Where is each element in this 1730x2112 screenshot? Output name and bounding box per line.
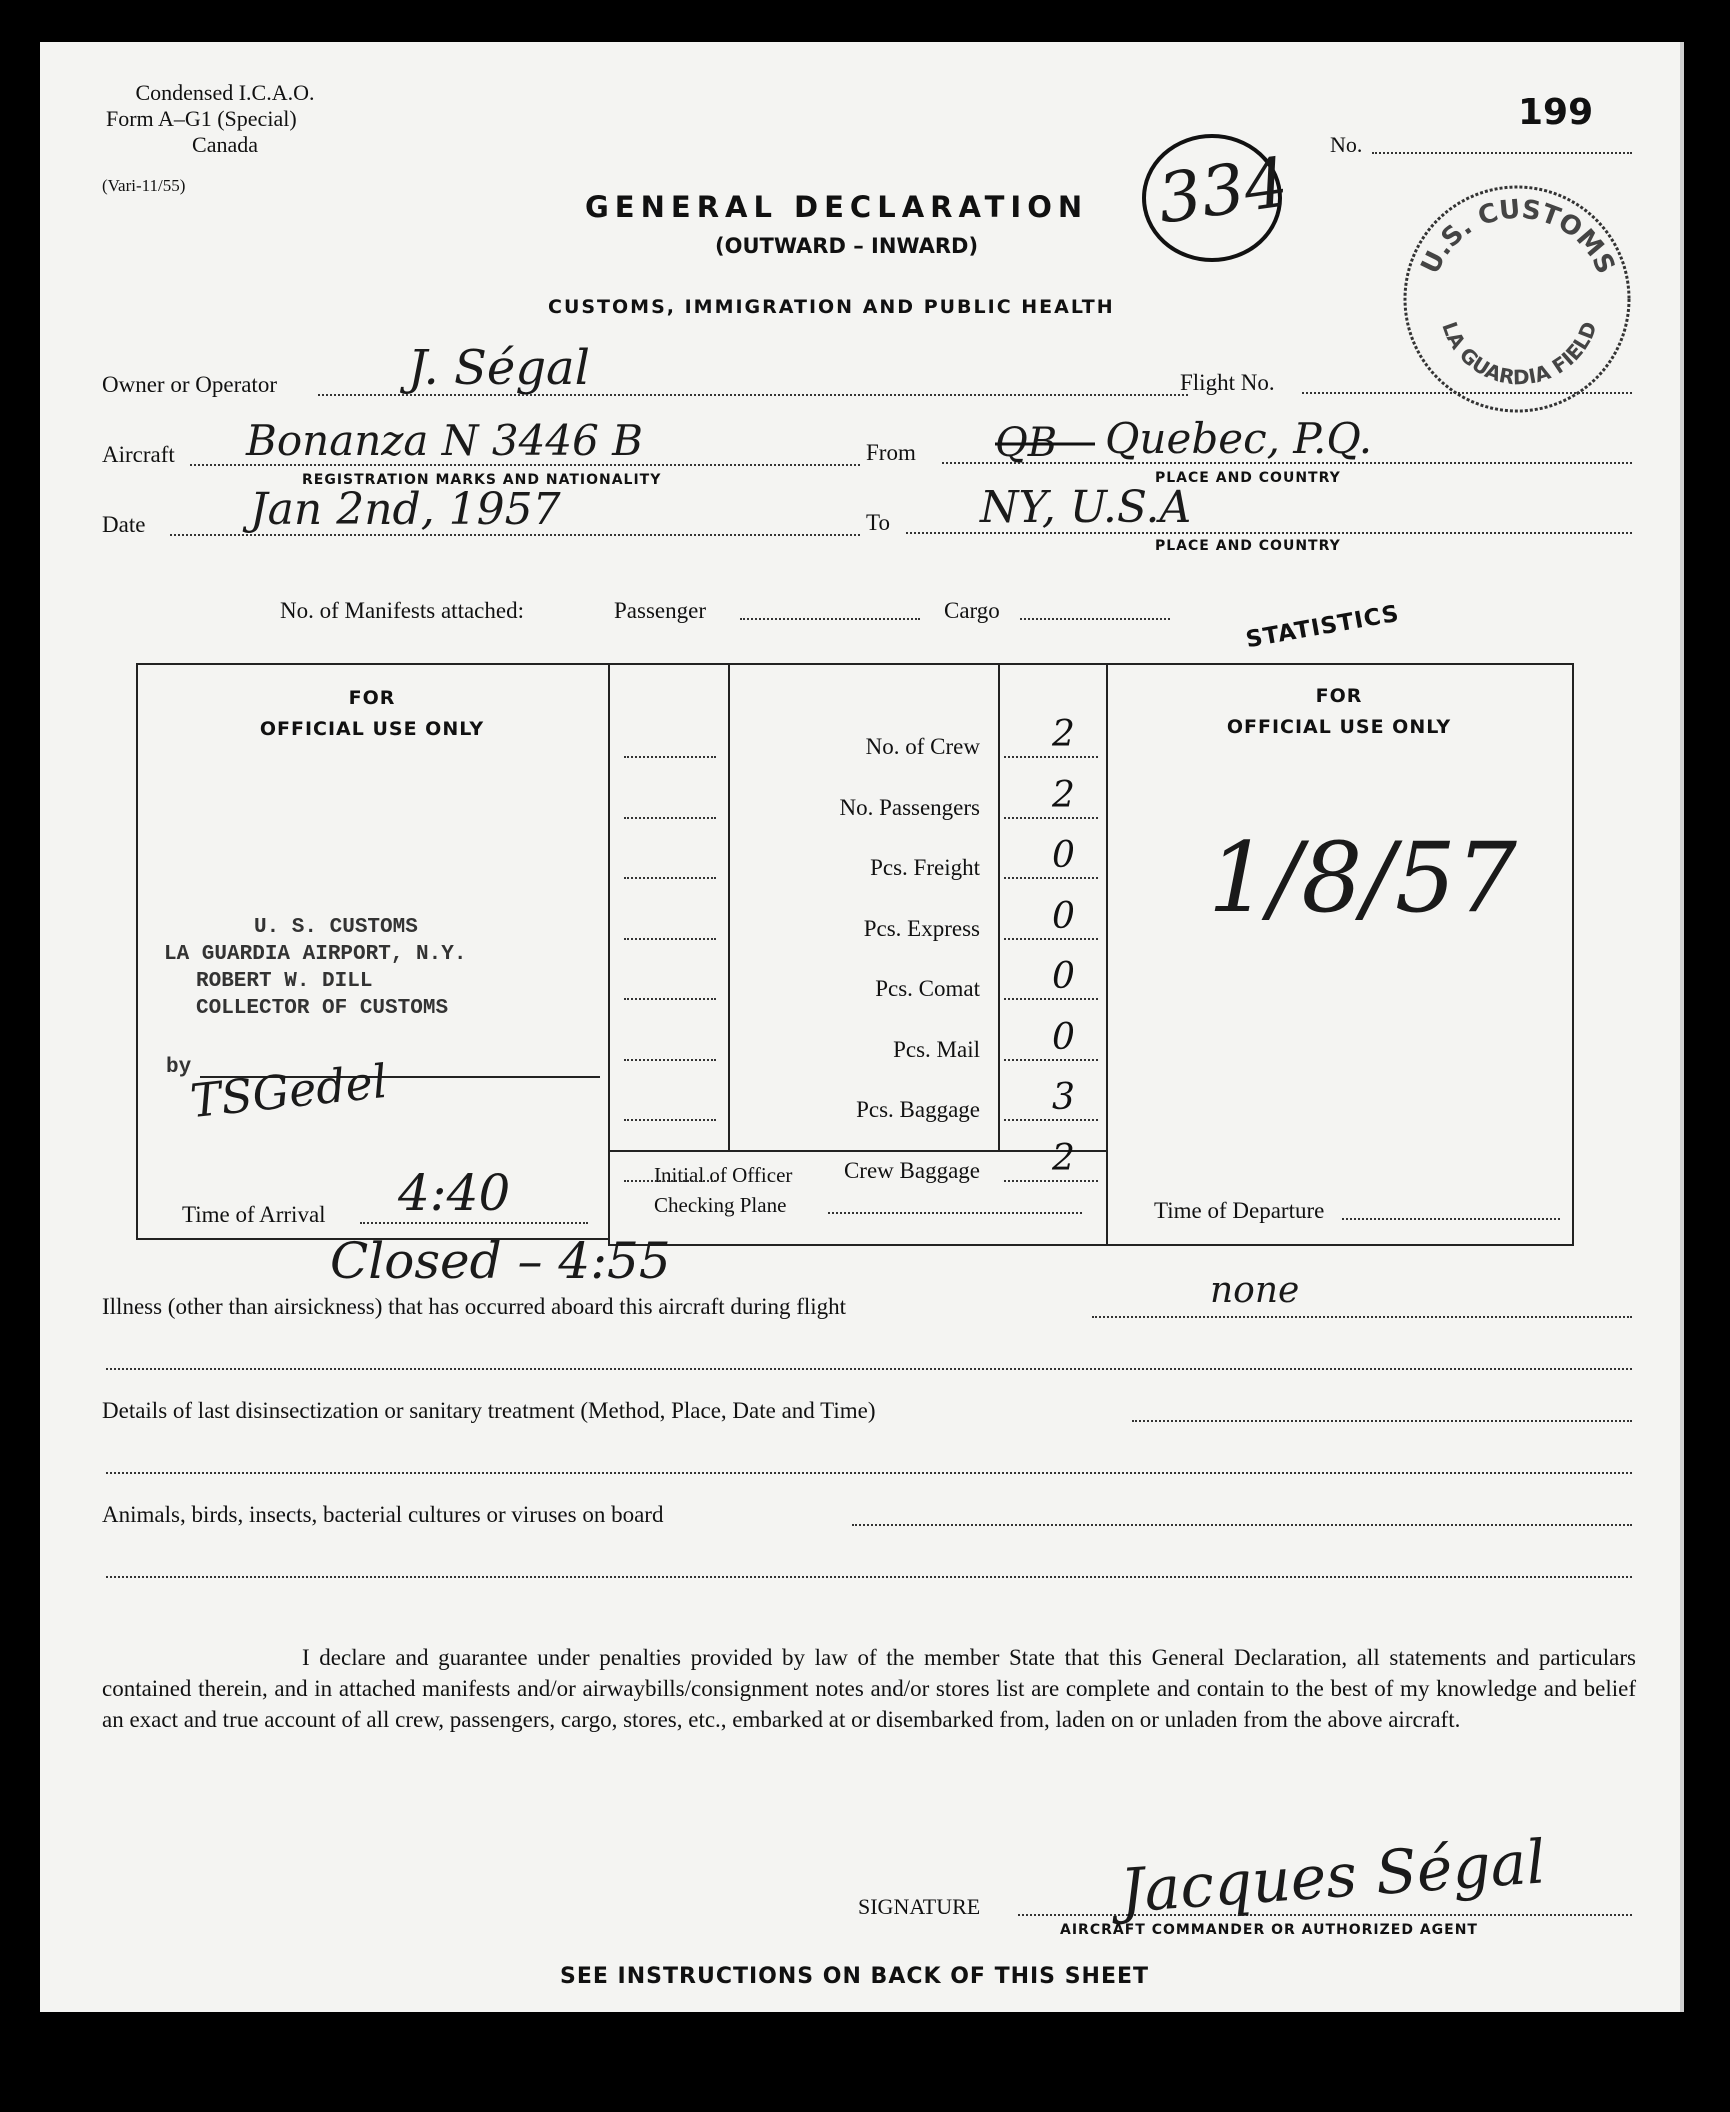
customs-stamp-text <box>164 914 466 1022</box>
box-bottom-right <box>608 1244 1574 1246</box>
count-row-dots <box>624 1180 716 1182</box>
animals-label: Animals, birds, insects, bacterial cultures or viruses on board <box>102 1502 664 1527</box>
form-header-line2: Form A–G1 (Special) <box>106 106 297 131</box>
signature-label: SIGNATURE <box>858 1894 981 1919</box>
box-officer-top <box>608 1150 1108 1152</box>
count-row-value: 0 <box>1052 956 1075 997</box>
from-value: Quebec, P.Q. <box>1105 414 1373 463</box>
form-header <box>100 80 350 158</box>
from-label: From <box>866 440 916 465</box>
count-row-dots <box>624 998 716 1000</box>
officer-label-line1: Initial of Officer <box>654 1163 793 1187</box>
flight-label: Flight No. <box>1180 370 1275 395</box>
official-right-line1: FOR <box>1315 685 1363 707</box>
passenger-label: Passenger <box>614 598 706 623</box>
to-label: To <box>866 510 890 535</box>
footer-note: SEE INSTRUCTIONS ON BACK OF THIS SHEET <box>560 1964 1150 1989</box>
official-right-date: 1/8/57 <box>1208 822 1517 934</box>
count-row-label: Pcs. Comat <box>875 976 980 1001</box>
count-row-dots <box>624 938 716 940</box>
count-row-value-dots <box>1004 877 1098 879</box>
illness-line-2 <box>106 1368 1632 1370</box>
form-subtitle: (OUTWARD – INWARD) <box>715 234 979 258</box>
owner-label: Owner or Operator <box>102 372 277 397</box>
by-signature: TSGedel <box>187 1053 390 1129</box>
box-divider-3 <box>998 663 1000 1151</box>
count-row-label: Pcs. Freight <box>870 855 980 880</box>
customs-round-stamp-top: U.S. CUSTOMS <box>1415 194 1621 279</box>
officer-line <box>828 1212 1082 1214</box>
box-divider-4 <box>1106 663 1108 1245</box>
flight-line <box>1302 392 1632 394</box>
cargo-line <box>1020 618 1170 620</box>
to-caption: PLACE AND COUNTRY <box>1155 538 1341 554</box>
count-row-label: Pcs. Baggage <box>856 1097 980 1122</box>
date-label: Date <box>102 512 146 537</box>
to-value: NY, U.S.A <box>980 482 1192 533</box>
disinsect-line-2 <box>106 1472 1632 1474</box>
arrival-value: 4:40 <box>398 1164 511 1222</box>
closed-note: Closed – 4:55 <box>330 1232 671 1290</box>
count-row-value-dots <box>1004 938 1098 940</box>
count-row-value-dots <box>1004 998 1098 1000</box>
box-top <box>136 663 1574 665</box>
illness-line <box>1092 1316 1632 1318</box>
count-row-dots <box>624 877 716 879</box>
officer-label-line2: Checking Plane <box>654 1193 787 1217</box>
form-revision: (Vari-11/55) <box>102 176 186 195</box>
count-row-dots <box>624 756 716 758</box>
manifests-label: No. of Manifests attached: <box>280 598 524 623</box>
departure-line <box>1342 1218 1560 1220</box>
illness-value: none <box>1210 1270 1300 1311</box>
date-value: Jan 2nd, 1957 <box>250 484 561 535</box>
statistics-stamp: STATISTICS <box>1243 600 1402 654</box>
from-caption: PLACE AND COUNTRY <box>1155 470 1341 486</box>
count-row-value: 3 <box>1052 1077 1075 1118</box>
box-divider-2 <box>728 663 730 1151</box>
declaration-sheet <box>40 42 1684 2012</box>
form-heading: CUSTOMS, IMMIGRATION AND PUBLIC HEALTH <box>548 296 1115 318</box>
customs-stamp-line: COLLECTOR OF CUSTOMS <box>196 997 449 1020</box>
count-row-label: No. of Crew <box>865 734 980 759</box>
signature-value: Jacques Ségal <box>1118 1827 1548 1927</box>
owner-value: J. Ségal <box>408 340 591 396</box>
count-row-value: 0 <box>1052 835 1075 876</box>
form-number: 199 <box>1518 92 1594 133</box>
declaration-text: I declare and guarantee under penalties provided by law of the member State that this General Declaration, all statements and particulars contained therein, and in attached manifests and/or airwaybills/consignment notes and/or stores list are complete and contain to the best of my knowledge and belief an exact and true account of all crew, passengers, cargo, stores, etc., embarked at or disembarked from, laden on or unladen from the above aircraft. <box>102 1645 1636 1732</box>
official-left-line2: OFFICIAL USE ONLY <box>259 718 485 740</box>
count-row-dots <box>624 1119 716 1121</box>
customs-stamp-line: ROBERT W. DILL <box>196 970 373 993</box>
svg-text:U.S. CUSTOMS <box>1416 194 1621 278</box>
passenger-line <box>740 618 920 620</box>
count-row-value-dots <box>1004 1059 1098 1061</box>
svg-text:QB: QB <box>995 420 1058 466</box>
cargo-label: Cargo <box>944 598 1000 623</box>
departure-label: Time of Departure <box>1154 1198 1325 1223</box>
customs-round-stamp <box>1392 174 1642 424</box>
number-label: No. <box>1330 132 1363 157</box>
animals-line <box>852 1524 1632 1526</box>
count-row-value-dots <box>1004 1180 1098 1182</box>
count-row-value: 2 <box>1052 1137 1075 1179</box>
disinsect-label: Details of last disinsectization or sanitary treatment (Method, Place, Date and Time) <box>102 1398 876 1423</box>
count-row-label: Pcs. Express <box>863 915 980 941</box>
aircraft-caption: REGISTRATION MARKS AND NATIONALITY <box>302 472 662 488</box>
illness-label: Illness (other than airsickness) that has occurred aboard this aircraft during flight <box>102 1294 847 1319</box>
official-left-line1: FOR <box>348 687 396 709</box>
arrival-line <box>360 1222 588 1224</box>
count-row-label: No. Passengers <box>839 794 980 820</box>
arrival-label: Time of Arrival <box>182 1202 326 1227</box>
count-row-dots <box>624 817 716 819</box>
count-row-label: Pcs. Mail <box>893 1036 980 1062</box>
box-divider-1 <box>608 663 610 1245</box>
signature-line <box>1018 1914 1632 1916</box>
count-row-value: 2 <box>1052 714 1075 755</box>
count-row-dots <box>624 1059 716 1061</box>
form-title: GENERAL DECLARATION <box>585 190 1089 224</box>
signature-caption: AIRCRAFT COMMANDER OR AUTHORIZED AGENT <box>1060 1922 1478 1938</box>
number-line <box>1372 152 1632 154</box>
circled-mark-text: 334 <box>1153 143 1293 240</box>
animals-line-2 <box>106 1576 1632 1578</box>
by-label: by <box>166 1056 192 1079</box>
count-row-value: 0 <box>1052 1016 1075 1058</box>
customs-round-stamp-bottom: LA GUARDIA FIELD <box>1437 318 1602 390</box>
count-row-label: Crew Baggage <box>843 1157 980 1183</box>
disinsect-line <box>1132 1420 1632 1422</box>
customs-stamp-line: U. S. CUSTOMS <box>254 916 418 939</box>
customs-stamp-line: LA GUARDIA AIRPORT, N.Y. <box>164 943 467 966</box>
count-row-value: 2 <box>1052 774 1075 816</box>
form-header-line1: Condensed I.C.A.O. <box>135 80 315 105</box>
count-row-value: 0 <box>1052 895 1075 937</box>
form-header-line3: Canada <box>192 132 258 157</box>
from-strikeout <box>995 420 1105 466</box>
svg-text:LA GUARDIA FIELD <box>1437 318 1601 389</box>
count-row-value-dots <box>1004 756 1098 758</box>
aircraft-value: Bonanza N 3446 B <box>246 416 644 465</box>
count-row-value-dots <box>1004 1119 1098 1121</box>
official-right-line2: OFFICIAL USE ONLY <box>1226 716 1452 738</box>
box-left <box>136 663 138 1238</box>
box-right <box>1572 663 1574 1245</box>
count-row-value-dots <box>1004 817 1098 819</box>
aircraft-label: Aircraft <box>102 442 175 467</box>
